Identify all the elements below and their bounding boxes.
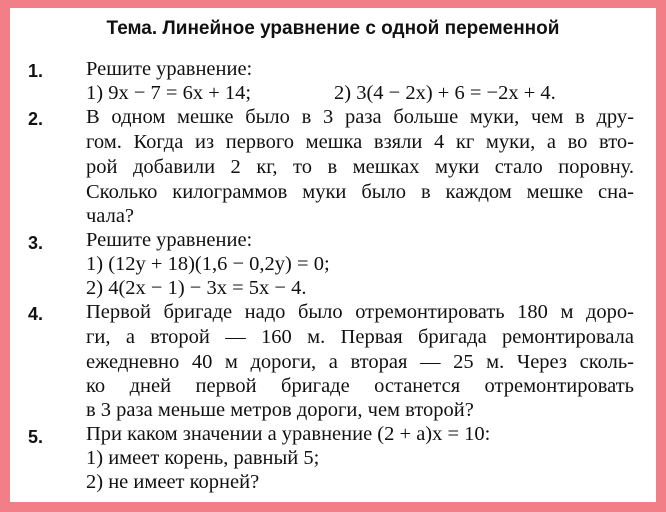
problem-1-line-1: Решите уравнение: [86, 58, 253, 80]
problem-2-line-3: рой добавили 2 кг, то в мешках муки стало поровну. [86, 156, 634, 178]
problem-1-line-2 [86, 82, 634, 105]
problem-2-number: 2. [28, 109, 44, 129]
problem-2-line-4: Сколько килограммов муки было в каждом мешке сна- [86, 181, 634, 203]
problem-3-number: 3. [28, 233, 44, 253]
problem-3-line-3: 2) 4(2x − 1) − 3x = 5x − 4. [86, 277, 307, 299]
equation-2: 2) 3(4 − 2x) + 6 = −2x + 4. [334, 82, 556, 104]
problem-1-number: 1. [28, 61, 44, 81]
worksheet-title: Тема. Линейное уравнение с одной переменной [106, 18, 560, 39]
equation-1: 1) 9x − 7 = 6x + 14; [86, 82, 252, 104]
problem-5-line-2: 1) имеет корень, равный 5; [86, 447, 320, 469]
worksheet [10, 8, 656, 502]
problem-2-line-1: В одном мешке было в 3 раза больше муки, чем в дру- [86, 106, 634, 128]
problem-5-number: 5. [28, 427, 44, 447]
problem-4-line-1: Первой бригаде надо было отремонтировать 180 м доро- [86, 301, 634, 323]
problem-4-line-5: в 3 раза меньше метров дороги, чем второй? [86, 399, 474, 421]
problem-3-line-1: Решите уравнение: [86, 229, 253, 251]
problem-4-line-4: ко дней первой бригаде останется отремонтировать [86, 375, 634, 397]
problem-5-line-1: При каком значении a уравнение (2 + a)x = 10: [86, 423, 491, 445]
problem-3-line-2: 1) (12y + 18)(1,6 − 0,2y) = 0; [86, 253, 330, 275]
problem-2-line-5: чала? [86, 205, 135, 227]
problem-4-line-3: ежедневно 40 м дороги, а вторая — 25 м. Через сколь- [86, 351, 634, 373]
problem-4-number: 4. [28, 304, 44, 324]
problem-4-line-2: ги, а второй — 160 м. Первая бригада ремонтировала [86, 326, 634, 348]
problem-2-line-2: гом. Когда из первого мешка взяли 4 кг муки, а во вто- [86, 131, 634, 153]
problem-5-line-3: 2) не имеет корней? [86, 471, 260, 493]
